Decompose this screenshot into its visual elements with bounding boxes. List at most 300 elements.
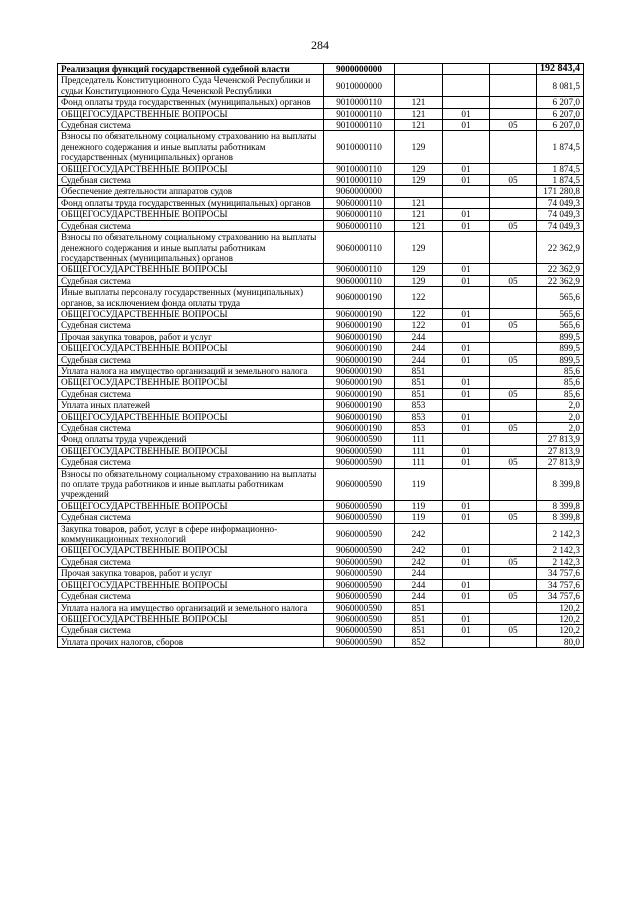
expense-type-cell: 129 bbox=[395, 163, 443, 174]
subsection-cell bbox=[490, 445, 537, 456]
table-row bbox=[58, 64, 584, 75]
name-cell: Взносы по обязательному социальному страхованию на выплаты денежного содержания и иные выплаты работникам государственных (муниципальных) органов bbox=[58, 131, 324, 163]
expense-type-cell: 244 bbox=[395, 343, 443, 354]
amount-cell: 34 757,6 bbox=[537, 579, 584, 590]
subsection-cell bbox=[490, 108, 537, 119]
subsection-cell bbox=[490, 343, 537, 354]
code-cell: 9060000590 bbox=[324, 568, 395, 579]
amount-cell: 120,2 bbox=[537, 613, 584, 624]
section-cell: 01 bbox=[443, 343, 490, 354]
section-cell: 01 bbox=[443, 163, 490, 174]
table-row bbox=[58, 108, 584, 119]
table-row bbox=[58, 354, 584, 365]
amount-cell: 8 399,8 bbox=[537, 500, 584, 511]
amount-cell: 22 362,9 bbox=[537, 264, 584, 275]
amount-cell: 2 142,3 bbox=[537, 545, 584, 556]
table-row bbox=[58, 423, 584, 434]
expense-type-cell: 851 bbox=[395, 377, 443, 388]
table-row bbox=[58, 320, 584, 331]
expense-type-cell: 851 bbox=[395, 613, 443, 624]
code-cell: 9060000190 bbox=[324, 320, 395, 331]
name-cell: Судебная система bbox=[58, 220, 324, 231]
name-cell: Обеспечение деятельности аппаратов судов bbox=[58, 186, 324, 197]
table-row bbox=[58, 308, 584, 319]
section-cell: 01 bbox=[443, 423, 490, 434]
expense-type-cell: 244 bbox=[395, 591, 443, 602]
amount-cell: 74 049,3 bbox=[537, 197, 584, 208]
code-cell: 9000000000 bbox=[324, 64, 395, 75]
name-cell: Фонд оплаты труда государственных (муниципальных) органов bbox=[58, 97, 324, 108]
name-cell: Судебная система bbox=[58, 388, 324, 399]
subsection-cell bbox=[490, 331, 537, 342]
table-row bbox=[58, 377, 584, 388]
code-cell: 9060000190 bbox=[324, 287, 395, 309]
subsection-cell bbox=[490, 400, 537, 411]
name-cell: ОБЩЕГОСУДАРСТВЕННЫЕ ВОПРОСЫ bbox=[58, 264, 324, 275]
code-cell: 9060000190 bbox=[324, 354, 395, 365]
section-cell bbox=[443, 331, 490, 342]
table-row bbox=[58, 197, 584, 208]
table-row bbox=[58, 343, 584, 354]
code-cell: 9060000110 bbox=[324, 197, 395, 208]
section-cell: 01 bbox=[443, 209, 490, 220]
section-cell: 01 bbox=[443, 275, 490, 286]
name-cell: Председатель Конституционного Суда Чеченской Республики и судьи Конституционного Суда Чеченской Республики bbox=[58, 75, 324, 97]
expense-type-cell: 121 bbox=[395, 97, 443, 108]
section-cell: 01 bbox=[443, 613, 490, 624]
table-row bbox=[58, 186, 584, 197]
section-cell: 01 bbox=[443, 625, 490, 636]
name-cell: ОБЩЕГОСУДАРСТВЕННЫЕ ВОПРОСЫ bbox=[58, 613, 324, 624]
expense-type-cell: 119 bbox=[395, 468, 443, 500]
name-cell: Судебная система bbox=[58, 275, 324, 286]
subsection-cell bbox=[490, 602, 537, 613]
name-cell: Уплата прочих налогов, сборов bbox=[58, 636, 324, 647]
code-cell: 9060000590 bbox=[324, 556, 395, 567]
table-row bbox=[58, 523, 584, 545]
page-number: 284 bbox=[311, 38, 329, 52]
subsection-cell bbox=[490, 500, 537, 511]
expense-type-cell: 853 bbox=[395, 411, 443, 422]
name-cell: ОБЩЕГОСУДАРСТВЕННЫЕ ВОПРОСЫ bbox=[58, 308, 324, 319]
expense-type-cell: 121 bbox=[395, 120, 443, 131]
expense-type-cell: 129 bbox=[395, 131, 443, 163]
section-cell: 01 bbox=[443, 354, 490, 365]
table-row bbox=[58, 602, 584, 613]
amount-cell: 899,5 bbox=[537, 354, 584, 365]
table-row bbox=[58, 131, 584, 163]
subsection-cell bbox=[490, 97, 537, 108]
section-cell bbox=[443, 197, 490, 208]
section-cell bbox=[443, 287, 490, 309]
table-row bbox=[58, 500, 584, 511]
expense-type-cell: 129 bbox=[395, 275, 443, 286]
name-cell: Судебная система bbox=[58, 120, 324, 131]
expense-type-cell: 129 bbox=[395, 175, 443, 186]
table-row bbox=[58, 400, 584, 411]
subsection-cell bbox=[490, 434, 537, 445]
name-cell: Взносы по обязательному социальному страхованию на выплаты денежного содержания и иные выплаты работникам государственных (муниципальных) органов bbox=[58, 232, 324, 264]
subsection-cell bbox=[490, 523, 537, 545]
code-cell: 9010000110 bbox=[324, 175, 395, 186]
name-cell: ОБЩЕГОСУДАРСТВЕННЫЕ ВОПРОСЫ bbox=[58, 500, 324, 511]
name-cell: Фонд оплаты труда учреждений bbox=[58, 434, 324, 445]
amount-cell: 120,2 bbox=[537, 602, 584, 613]
section-cell bbox=[443, 365, 490, 376]
section-cell: 01 bbox=[443, 377, 490, 388]
subsection-cell: 05 bbox=[490, 556, 537, 567]
table-row bbox=[58, 545, 584, 556]
table-row bbox=[58, 579, 584, 590]
expense-type-cell: 121 bbox=[395, 197, 443, 208]
code-cell: 9010000000 bbox=[324, 75, 395, 97]
section-cell: 01 bbox=[443, 591, 490, 602]
section-cell: 01 bbox=[443, 120, 490, 131]
expense-type-cell: 122 bbox=[395, 320, 443, 331]
section-cell: 01 bbox=[443, 579, 490, 590]
amount-cell: 8 081,5 bbox=[537, 75, 584, 97]
code-cell: 9060000590 bbox=[324, 579, 395, 590]
section-cell: 01 bbox=[443, 457, 490, 468]
table-row bbox=[58, 209, 584, 220]
table-row bbox=[58, 163, 584, 174]
code-cell: 9060000110 bbox=[324, 232, 395, 264]
table-row bbox=[58, 625, 584, 636]
subsection-cell bbox=[490, 308, 537, 319]
table-row bbox=[58, 365, 584, 376]
name-cell: ОБЩЕГОСУДАРСТВЕННЫЕ ВОПРОСЫ bbox=[58, 108, 324, 119]
amount-cell: 85,6 bbox=[537, 388, 584, 399]
table-row bbox=[58, 275, 584, 286]
subsection-cell bbox=[490, 579, 537, 590]
subsection-cell: 05 bbox=[490, 423, 537, 434]
expense-type-cell: 122 bbox=[395, 287, 443, 309]
amount-cell: 565,6 bbox=[537, 320, 584, 331]
expense-type-cell: 853 bbox=[395, 423, 443, 434]
amount-cell: 27 813,9 bbox=[537, 445, 584, 456]
expense-type-cell: 851 bbox=[395, 388, 443, 399]
amount-cell: 1 874,5 bbox=[537, 163, 584, 174]
amount-cell: 22 362,9 bbox=[537, 275, 584, 286]
code-cell: 9010000110 bbox=[324, 120, 395, 131]
subsection-cell: 05 bbox=[490, 388, 537, 399]
amount-cell: 2,0 bbox=[537, 411, 584, 422]
code-cell: 9060000110 bbox=[324, 275, 395, 286]
amount-cell: 2,0 bbox=[537, 400, 584, 411]
subsection-cell bbox=[490, 636, 537, 647]
amount-cell: 171 280,8 bbox=[537, 186, 584, 197]
table-row bbox=[58, 411, 584, 422]
budget-table bbox=[57, 63, 584, 648]
section-cell bbox=[443, 131, 490, 163]
subsection-cell bbox=[490, 75, 537, 97]
amount-cell: 27 813,9 bbox=[537, 434, 584, 445]
name-cell: Реализация функций государственной судебной власти bbox=[58, 64, 324, 75]
expense-type-cell: 851 bbox=[395, 365, 443, 376]
table-row bbox=[58, 556, 584, 567]
amount-cell: 85,6 bbox=[537, 377, 584, 388]
subsection-cell bbox=[490, 232, 537, 264]
expense-type-cell: 242 bbox=[395, 556, 443, 567]
name-cell: ОБЩЕГОСУДАРСТВЕННЫЕ ВОПРОСЫ bbox=[58, 343, 324, 354]
name-cell: Судебная система bbox=[58, 320, 324, 331]
expense-type-cell: 852 bbox=[395, 636, 443, 647]
section-cell bbox=[443, 434, 490, 445]
section-cell: 01 bbox=[443, 545, 490, 556]
amount-cell: 27 813,9 bbox=[537, 457, 584, 468]
expense-type-cell: 851 bbox=[395, 625, 443, 636]
section-cell bbox=[443, 568, 490, 579]
amount-cell: 85,6 bbox=[537, 365, 584, 376]
name-cell: Судебная система bbox=[58, 512, 324, 523]
section-cell bbox=[443, 97, 490, 108]
code-cell: 9060000000 bbox=[324, 186, 395, 197]
code-cell: 9060000590 bbox=[324, 602, 395, 613]
code-cell: 9060000590 bbox=[324, 636, 395, 647]
code-cell: 9060000190 bbox=[324, 423, 395, 434]
code-cell: 9060000190 bbox=[324, 331, 395, 342]
expense-type-cell: 129 bbox=[395, 232, 443, 264]
table-row bbox=[58, 331, 584, 342]
subsection-cell bbox=[490, 264, 537, 275]
name-cell: Прочая закупка товаров, работ и услуг bbox=[58, 568, 324, 579]
name-cell: ОБЩЕГОСУДАРСТВЕННЫЕ ВОПРОСЫ bbox=[58, 209, 324, 220]
name-cell: ОБЩЕГОСУДАРСТВЕННЫЕ ВОПРОСЫ bbox=[58, 545, 324, 556]
subsection-cell bbox=[490, 186, 537, 197]
section-cell bbox=[443, 523, 490, 545]
name-cell: ОБЩЕГОСУДАРСТВЕННЫЕ ВОПРОСЫ bbox=[58, 377, 324, 388]
subsection-cell bbox=[490, 287, 537, 309]
amount-cell: 6 207,0 bbox=[537, 120, 584, 131]
code-cell: 9060000190 bbox=[324, 411, 395, 422]
expense-type-cell: 121 bbox=[395, 108, 443, 119]
table-row bbox=[58, 512, 584, 523]
code-cell: 9060000590 bbox=[324, 591, 395, 602]
section-cell bbox=[443, 232, 490, 264]
subsection-cell bbox=[490, 163, 537, 174]
section-cell bbox=[443, 636, 490, 647]
subsection-cell bbox=[490, 209, 537, 220]
section-cell: 01 bbox=[443, 445, 490, 456]
section-cell: 01 bbox=[443, 500, 490, 511]
expense-type-cell bbox=[395, 186, 443, 197]
table-row bbox=[58, 468, 584, 500]
table-row bbox=[58, 591, 584, 602]
name-cell: Судебная система bbox=[58, 591, 324, 602]
expense-type-cell: 242 bbox=[395, 545, 443, 556]
subsection-cell: 05 bbox=[490, 120, 537, 131]
subsection-cell bbox=[490, 64, 537, 75]
code-cell: 9060000590 bbox=[324, 468, 395, 500]
amount-cell: 8 399,8 bbox=[537, 512, 584, 523]
expense-type-cell: 129 bbox=[395, 264, 443, 275]
name-cell: Уплата налога на имущество организаций и земельного налога bbox=[58, 602, 324, 613]
name-cell: Судебная система bbox=[58, 354, 324, 365]
amount-cell: 899,5 bbox=[537, 331, 584, 342]
table-row bbox=[58, 613, 584, 624]
name-cell: ОБЩЕГОСУДАРСТВЕННЫЕ ВОПРОСЫ bbox=[58, 445, 324, 456]
code-cell: 9060000110 bbox=[324, 264, 395, 275]
code-cell: 9060000590 bbox=[324, 545, 395, 556]
amount-cell: 74 049,3 bbox=[537, 209, 584, 220]
amount-cell: 2 142,3 bbox=[537, 523, 584, 545]
section-cell: 01 bbox=[443, 308, 490, 319]
expense-type-cell: 244 bbox=[395, 354, 443, 365]
subsection-cell bbox=[490, 568, 537, 579]
amount-cell: 192 843,4 bbox=[537, 64, 584, 75]
table-row bbox=[58, 434, 584, 445]
subsection-cell: 05 bbox=[490, 175, 537, 186]
expense-type-cell: 119 bbox=[395, 500, 443, 511]
subsection-cell bbox=[490, 411, 537, 422]
amount-cell: 1 874,5 bbox=[537, 131, 584, 163]
subsection-cell bbox=[490, 197, 537, 208]
name-cell: Судебная система bbox=[58, 457, 324, 468]
code-cell: 9010000110 bbox=[324, 131, 395, 163]
section-cell: 01 bbox=[443, 264, 490, 275]
name-cell: Судебная система bbox=[58, 423, 324, 434]
section-cell: 01 bbox=[443, 108, 490, 119]
subsection-cell bbox=[490, 365, 537, 376]
code-cell: 9060000190 bbox=[324, 388, 395, 399]
amount-cell: 22 362,9 bbox=[537, 232, 584, 264]
amount-cell: 2 142,3 bbox=[537, 556, 584, 567]
expense-type-cell: 121 bbox=[395, 220, 443, 231]
amount-cell: 565,6 bbox=[537, 287, 584, 309]
amount-cell: 34 757,6 bbox=[537, 568, 584, 579]
amount-cell: 2,0 bbox=[537, 423, 584, 434]
name-cell: Судебная система bbox=[58, 556, 324, 567]
subsection-cell: 05 bbox=[490, 457, 537, 468]
table-row bbox=[58, 120, 584, 131]
name-cell: Фонд оплаты труда государственных (муниципальных) органов bbox=[58, 197, 324, 208]
code-cell: 9060000590 bbox=[324, 512, 395, 523]
code-cell: 9010000110 bbox=[324, 163, 395, 174]
expense-type-cell: 244 bbox=[395, 331, 443, 342]
section-cell bbox=[443, 602, 490, 613]
name-cell: Закупка товаров, работ, услуг в сфере информационно-коммуникационных технологий bbox=[58, 523, 324, 545]
section-cell: 01 bbox=[443, 512, 490, 523]
code-cell: 9060000590 bbox=[324, 625, 395, 636]
section-cell: 01 bbox=[443, 320, 490, 331]
section-cell bbox=[443, 468, 490, 500]
code-cell: 9060000110 bbox=[324, 209, 395, 220]
section-cell: 01 bbox=[443, 411, 490, 422]
expense-type-cell: 111 bbox=[395, 445, 443, 456]
expense-type-cell bbox=[395, 64, 443, 75]
name-cell: ОБЩЕГОСУДАРСТВЕННЫЕ ВОПРОСЫ bbox=[58, 579, 324, 590]
code-cell: 9060000190 bbox=[324, 343, 395, 354]
amount-cell: 899,5 bbox=[537, 343, 584, 354]
section-cell: 01 bbox=[443, 388, 490, 399]
subsection-cell: 05 bbox=[490, 591, 537, 602]
subsection-cell: 05 bbox=[490, 320, 537, 331]
code-cell: 9060000590 bbox=[324, 457, 395, 468]
section-cell: 01 bbox=[443, 556, 490, 567]
name-cell: ОБЩЕГОСУДАРСТВЕННЫЕ ВОПРОСЫ bbox=[58, 411, 324, 422]
expense-type-cell: 851 bbox=[395, 602, 443, 613]
table-row bbox=[58, 388, 584, 399]
section-cell bbox=[443, 400, 490, 411]
table-row bbox=[58, 220, 584, 231]
subsection-cell bbox=[490, 377, 537, 388]
subsection-cell bbox=[490, 131, 537, 163]
budget-table-body bbox=[58, 64, 584, 648]
subsection-cell bbox=[490, 545, 537, 556]
table-row bbox=[58, 445, 584, 456]
expense-type-cell bbox=[395, 75, 443, 97]
amount-cell: 1 874,5 bbox=[537, 175, 584, 186]
name-cell: Уплата иных платежей bbox=[58, 400, 324, 411]
section-cell: 01 bbox=[443, 220, 490, 231]
name-cell: Прочая закупка товаров, работ и услуг bbox=[58, 331, 324, 342]
section-cell bbox=[443, 75, 490, 97]
expense-type-cell: 244 bbox=[395, 568, 443, 579]
table-row bbox=[58, 264, 584, 275]
code-cell: 9010000110 bbox=[324, 97, 395, 108]
amount-cell: 74 049,3 bbox=[537, 220, 584, 231]
code-cell: 9060000590 bbox=[324, 445, 395, 456]
table-row bbox=[58, 636, 584, 647]
amount-cell: 6 207,0 bbox=[537, 108, 584, 119]
expense-type-cell: 244 bbox=[395, 579, 443, 590]
subsection-cell: 05 bbox=[490, 220, 537, 231]
subsection-cell: 05 bbox=[490, 354, 537, 365]
name-cell: Судебная система bbox=[58, 175, 324, 186]
code-cell: 9060000590 bbox=[324, 613, 395, 624]
name-cell: Иные выплаты персоналу государственных (муниципальных) органов, за исключением фонда оплаты труда bbox=[58, 287, 324, 309]
subsection-cell: 05 bbox=[490, 625, 537, 636]
code-cell: 9010000110 bbox=[324, 108, 395, 119]
section-cell bbox=[443, 64, 490, 75]
table-row bbox=[58, 75, 584, 97]
table-row bbox=[58, 232, 584, 264]
subsection-cell: 05 bbox=[490, 275, 537, 286]
amount-cell: 565,6 bbox=[537, 308, 584, 319]
expense-type-cell: 119 bbox=[395, 512, 443, 523]
amount-cell: 34 757,6 bbox=[537, 591, 584, 602]
code-cell: 9060000190 bbox=[324, 400, 395, 411]
name-cell: Судебная система bbox=[58, 625, 324, 636]
section-cell bbox=[443, 186, 490, 197]
expense-type-cell: 122 bbox=[395, 308, 443, 319]
expense-type-cell: 242 bbox=[395, 523, 443, 545]
table-row bbox=[58, 457, 584, 468]
name-cell: ОБЩЕГОСУДАРСТВЕННЫЕ ВОПРОСЫ bbox=[58, 163, 324, 174]
expense-type-cell: 121 bbox=[395, 209, 443, 220]
table-row bbox=[58, 568, 584, 579]
expense-type-cell: 111 bbox=[395, 457, 443, 468]
expense-type-cell: 853 bbox=[395, 400, 443, 411]
section-cell: 01 bbox=[443, 175, 490, 186]
amount-cell: 8 399,8 bbox=[537, 468, 584, 500]
subsection-cell: 05 bbox=[490, 512, 537, 523]
expense-type-cell: 111 bbox=[395, 434, 443, 445]
table-row bbox=[58, 287, 584, 309]
subsection-cell bbox=[490, 468, 537, 500]
subsection-cell bbox=[490, 613, 537, 624]
code-cell: 9060000190 bbox=[324, 308, 395, 319]
name-cell: Уплата налога на имущество организаций и земельного налога bbox=[58, 365, 324, 376]
code-cell: 9060000590 bbox=[324, 523, 395, 545]
amount-cell: 6 207,0 bbox=[537, 97, 584, 108]
code-cell: 9060000190 bbox=[324, 377, 395, 388]
name-cell: Взносы по обязательному социальному страхованию на выплаты по оплате труда работников и иные выплаты работникам учреждений bbox=[58, 468, 324, 500]
code-cell: 9060000590 bbox=[324, 434, 395, 445]
code-cell: 9060000590 bbox=[324, 500, 395, 511]
amount-cell: 120,2 bbox=[537, 625, 584, 636]
table-row bbox=[58, 175, 584, 186]
